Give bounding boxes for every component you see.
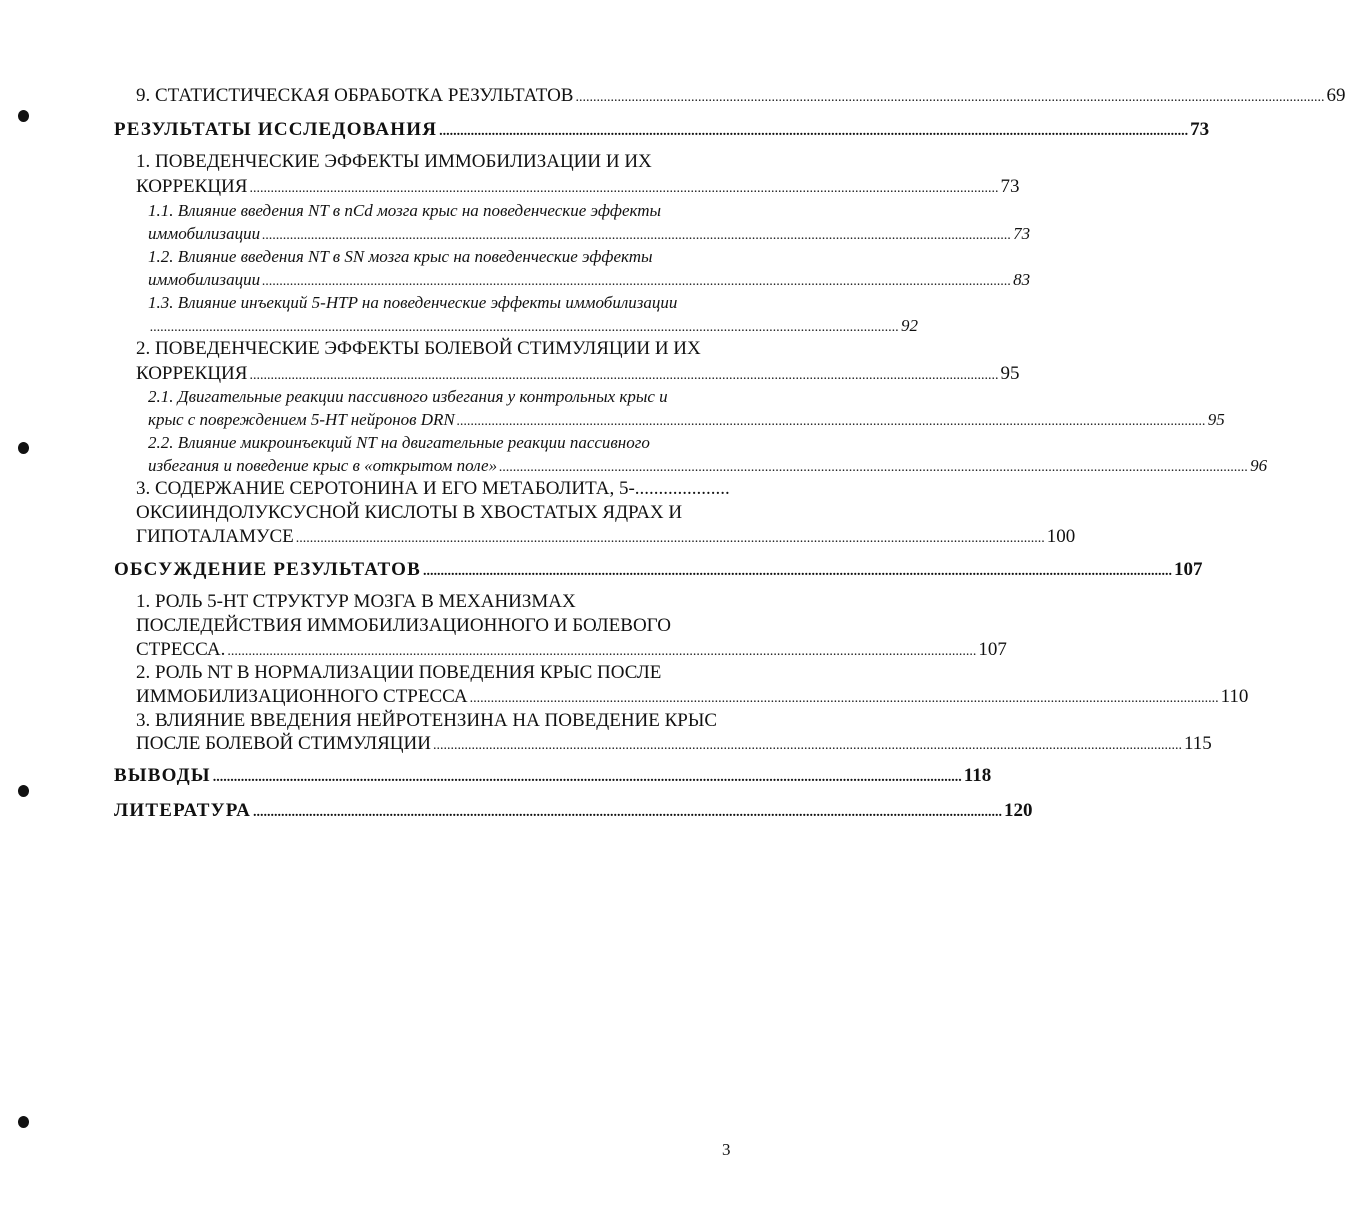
toc-subentry[interactable] — [148, 224, 1031, 243]
toc-heading[interactable] — [114, 765, 992, 786]
toc-leader: ...................................................................................................................................................................................................................... — [295, 531, 1045, 546]
toc-entry-title: 2. РОЛЬ NT В НОРМАЛИЗАЦИИ ПОВЕДЕНИЯ КРЫС ПОСЛЕ — [136, 662, 662, 683]
toc-leader: ...................................................................................................................................................................................................................... — [150, 320, 899, 335]
toc-entry[interactable] — [136, 639, 1007, 660]
page-number: 3 — [722, 1140, 731, 1159]
toc-subentry-title: 1.1. Влияние введения NT в nCd мозга крыс на поведенческие эффекты — [148, 201, 662, 220]
toc-leader: ...................................................................................................................................................................................................................... — [227, 644, 977, 659]
toc-entry[interactable] — [136, 733, 1212, 754]
toc-heading-page: 73 — [1190, 119, 1210, 140]
toc-entry-page: 69 — [1326, 85, 1345, 106]
toc-entry[interactable] — [136, 85, 1345, 106]
toc-entry-page: 115 — [1183, 733, 1212, 754]
toc-entry-title: КОРРЕКЦИЯ — [136, 363, 248, 384]
toc-entry-page: 95 — [1000, 363, 1020, 384]
punch-hole — [18, 785, 29, 797]
toc-subentry-line — [148, 248, 739, 265]
toc-subentry-title: 1.2. Влияние введения NT в SN мозга крыс на поведенческие эффекты — [148, 247, 653, 266]
toc-heading-title: ВЫВОДЫ — [114, 765, 211, 786]
toc-leader: ...................................................................................................................................................................................................................... — [262, 274, 1012, 289]
toc-heading-page: 120 — [1004, 800, 1033, 821]
toc-entry-title: 2. ПОВЕДЕНЧЕСКИЕ ЭФФЕКТЫ БОЛЕВОЙ СТИМУЛЯЦИИ И ИХ — [136, 338, 701, 359]
toc-entry-page: 110 — [1220, 686, 1249, 707]
toc-entry-line — [136, 339, 739, 358]
toc-heading[interactable] — [114, 119, 1210, 140]
toc-entry-line — [136, 592, 739, 611]
toc-heading-title: ОБСУЖДЕНИЕ РЕЗУЛЬТАТОВ — [114, 559, 421, 580]
punch-hole — [18, 1116, 29, 1128]
toc-entry-page: 107 — [978, 639, 1007, 660]
toc-subentry[interactable] — [148, 316, 918, 335]
toc-subentry-page: 96 — [1250, 456, 1268, 475]
toc-entry-title: 3. ВЛИЯНИЕ ВВЕДЕНИЯ НЕЙРОТЕНЗИНА НА ПОВЕДЕНИЕ КРЫС — [136, 710, 718, 731]
toc-subentry-line — [148, 202, 739, 219]
toc-entry-title: 1. ПОВЕДЕНЧЕСКИЕ ЭФФЕКТЫ ИММОБИЛИЗАЦИИ И ИХ — [136, 151, 652, 172]
toc-heading[interactable] — [114, 559, 1203, 580]
toc-entry-title: 3. СОДЕРЖАНИЕ СЕРОТОНИНА И ЕГО МЕТАБОЛИТА, 5-.................... — [136, 478, 730, 499]
toc-entry-line — [136, 503, 739, 522]
toc-subentry-title: иммобилизации — [148, 270, 261, 289]
toc-entry-title: ПОСЛЕ БОЛЕВОЙ СТИМУЛЯЦИИ — [136, 733, 431, 754]
toc-leader: ...................................................................................................................................................................................................................... — [456, 414, 1206, 429]
toc-subentry-title: 2.2. Влияние микроинъекций NT на двигательные реакции пассивного — [148, 433, 650, 452]
toc-entry-line — [136, 711, 739, 730]
toc-entry[interactable] — [136, 526, 1076, 547]
toc-leader: ...................................................................................................................................................................................................................... — [249, 181, 999, 196]
toc-leader: ...................................................................................................................................................................................................................... — [432, 738, 1182, 753]
toc-entry-title: 9. СТАТИСТИЧЕСКАЯ ОБРАБОТКА РЕЗУЛЬТАТОВ — [136, 85, 574, 106]
toc-heading-title: ЛИТЕРАТУРА — [114, 800, 252, 821]
toc-heading-page: 107 — [1173, 559, 1203, 580]
toc-entry-title: СТРЕССА. — [136, 639, 226, 660]
toc-subentry-line — [148, 388, 739, 405]
toc-subentry-title: иммобилизации — [148, 224, 261, 243]
toc-entry-title: ГИПОТАЛАМУСЕ — [136, 526, 294, 547]
punch-hole — [18, 110, 29, 122]
toc-subentry-line — [148, 294, 739, 311]
toc-heading-page: 118 — [963, 765, 992, 786]
toc-leader: ...................................................................................................................................................................................................................... — [262, 228, 1012, 243]
toc-subentry-title: 2.1. Двигательные реакции пассивного избегания у контрольных крыс и — [148, 387, 668, 406]
toc-entry[interactable] — [136, 176, 1020, 197]
toc-heading-title: РЕЗУЛЬТАТЫ ИССЛЕДОВАНИЯ — [114, 119, 438, 140]
toc-entry-line — [136, 663, 739, 682]
toc-subentry[interactable] — [148, 410, 1225, 429]
toc-subentry-page: 92 — [901, 316, 918, 335]
toc-entry-line — [136, 616, 739, 635]
toc-entry-page: 73 — [1000, 176, 1020, 197]
toc-leader: ...................................................................................................................................................................................................................... — [469, 691, 1219, 706]
toc-subentry-page: 73 — [1013, 224, 1031, 243]
toc-leader: ...................................................................................................................................................................................................................... — [249, 368, 999, 383]
toc-entry-line — [136, 152, 739, 171]
toc-entry-title: КОРРЕКЦИЯ — [136, 176, 248, 197]
toc-subentry-page: 95 — [1207, 410, 1225, 429]
toc-subentry-line — [148, 434, 739, 451]
toc-entry[interactable] — [136, 363, 1020, 384]
punch-hole — [18, 442, 29, 454]
toc-entry[interactable] — [136, 686, 1249, 707]
toc-subentry[interactable] — [148, 270, 1031, 289]
toc-subentry[interactable] — [148, 456, 1268, 475]
toc-leader: ...................................................................................................................................................................................................................... — [439, 124, 1189, 139]
toc-entry-title: ОКСИИНДОЛУКСУСНОЙ КИСЛОТЫ В ХВОСТАТЫХ ЯДРАХ И — [136, 502, 683, 523]
toc-entry-line — [136, 479, 739, 498]
toc-leader: ...................................................................................................................................................................................................................... — [422, 564, 1172, 579]
toc-leader: ...................................................................................................................................................................................................................... — [575, 90, 1325, 105]
toc-leader: ...................................................................................................................................................................................................................... — [253, 805, 1003, 820]
toc-subentry-page: 83 — [1013, 270, 1031, 289]
toc-leader: ...................................................................................................................................................................................................................... — [499, 460, 1249, 475]
toc-entry-title: ПОСЛЕДЕЙСТВИЯ ИММОБИЛИЗАЦИОННОГО И БОЛЕВОГО — [136, 615, 671, 636]
toc-subentry-title: крыс с повреждением 5-HT нейронов DRN — [148, 410, 455, 429]
toc-entry-page: 100 — [1046, 526, 1076, 547]
toc-subentry-title: 1.3. Влияние инъекций 5-HTP на поведенческие эффекты иммобилизации — [148, 293, 678, 312]
toc-leader: ...................................................................................................................................................................................................................... — [212, 770, 962, 785]
toc-heading[interactable] — [114, 800, 1033, 821]
toc-subentry-title: избегания и поведение крыс в «открытом поле» — [148, 456, 498, 475]
toc-entry-title: ИММОБИЛИЗАЦИОННОГО СТРЕССА — [136, 686, 468, 707]
toc-entry-title: 1. РОЛЬ 5-HT СТРУКТУР МОЗГА В МЕХАНИЗМАХ — [136, 591, 576, 612]
